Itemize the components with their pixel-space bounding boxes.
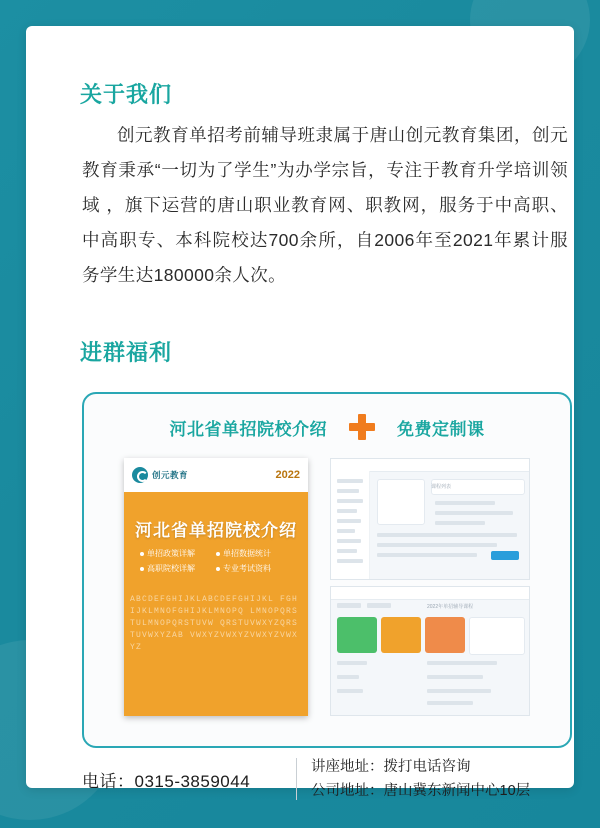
app-screenshot-top (330, 458, 530, 580)
about-section-title: 关于我们 (80, 82, 173, 107)
mini-course-tile[interactable] (469, 617, 525, 655)
mini-sidebar-line (337, 499, 363, 503)
mini-course-tile[interactable] (337, 617, 377, 653)
benefit-section-title: 进群福利 (80, 340, 173, 365)
mini-sidebar-line (337, 509, 357, 513)
mini-sidebar-line (337, 539, 361, 543)
mini-screen-caption: 课程列表 (431, 484, 452, 490)
phone-value: 0315-3859044 (134, 771, 251, 791)
company-address-label: 公司地址： (311, 783, 384, 799)
book-year: 2022 (275, 469, 300, 481)
book-logo-text: 创元教育 (152, 470, 189, 480)
mini-text-line (427, 701, 473, 705)
book-topbar (124, 458, 308, 492)
mini-app-sidebar (331, 471, 370, 579)
content-card (26, 26, 574, 799)
mini-text-line (337, 603, 361, 608)
phone-row (82, 767, 296, 792)
mini-text-line (377, 543, 497, 547)
book-bullet: 单招数据统计 (216, 546, 292, 561)
book-brand (132, 467, 188, 483)
mini-sidebar-line (337, 549, 357, 553)
mini-text-line (337, 689, 363, 693)
mini-sidebar-line (337, 489, 359, 493)
mini-sidebar-line (337, 519, 361, 523)
mini-sidebar-line (337, 559, 363, 563)
lecture-address-row (311, 755, 568, 779)
book-bullet: 专业考试资料 (216, 561, 292, 576)
mini-course-tile[interactable] (425, 617, 465, 653)
phone-label: 电话： (82, 771, 135, 791)
brand-logo-icon (132, 467, 148, 483)
mini-text-line (427, 689, 491, 693)
mini-screen-caption: 2022年单招辅导课程 (427, 604, 474, 610)
mini-text-line (427, 675, 483, 679)
mini-text-line (435, 521, 485, 525)
book-bullet: 单招政策详解 (140, 546, 216, 561)
mini-text-line (337, 675, 359, 679)
benefit-promo-box (82, 392, 572, 748)
plus-icon (349, 414, 375, 440)
book-cover-image (124, 458, 308, 716)
lecture-address-label: 讲座地址： (311, 759, 384, 775)
mini-action-button[interactable] (491, 551, 519, 560)
app-screenshot-bottom (330, 586, 530, 716)
contact-divider (296, 758, 297, 800)
mini-sidebar-line (337, 529, 355, 533)
lecture-address-value: 拨打电话咨询 (383, 759, 471, 775)
benefit-right-label: 免费定制课 (397, 419, 485, 439)
mini-text-line (337, 661, 367, 665)
contact-block (82, 752, 568, 806)
mini-course-tile[interactable] (381, 617, 421, 653)
mini-text-line (367, 603, 391, 608)
mini-text-line (435, 511, 513, 515)
company-address-value: 唐山冀东新闻中心10层 (383, 783, 531, 799)
mini-content-card (377, 479, 425, 525)
company-address-row (311, 779, 568, 803)
mini-text-line (427, 661, 497, 665)
mini-app-header (331, 587, 529, 600)
course-app-screenshots (330, 458, 530, 716)
book-texture-pattern: ABCDEFGHIJKLABCDEFGHIJKL FGHIJKLMNOFGHIJKLMNOPQ LMNOPQRSTULMNOPQRSTUVW QRSTUVWXYZQRSTUVWXYZAB VWXYZVWXYZVWXYZVWXYZ (130, 595, 299, 652)
mini-text-line (377, 553, 477, 557)
book-bullet: 高职院校详解 (140, 561, 216, 576)
book-bullet-list (140, 546, 292, 576)
benefit-promo-header (84, 410, 570, 444)
mini-text-line (435, 501, 495, 505)
mini-text-line (377, 533, 517, 537)
about-section-body: 创元教育单招考前辅导班隶属于唐山创元教育集团，创元教育秉承“一切为了学生”为办学宗旨，专注于教育升学培训领域 ，旗下运营的唐山职业教育网、职教网，服务于中高职、中高职专、本科院校达700余所，自2006年至2021年累计服务学生达180000余人次。 (82, 125, 568, 285)
address-rows (311, 755, 568, 803)
mini-sidebar-line (337, 479, 363, 483)
benefit-left-label: 河北省单招院校介绍 (169, 419, 327, 439)
book-title: 河北省单招院校介绍 (135, 521, 297, 540)
